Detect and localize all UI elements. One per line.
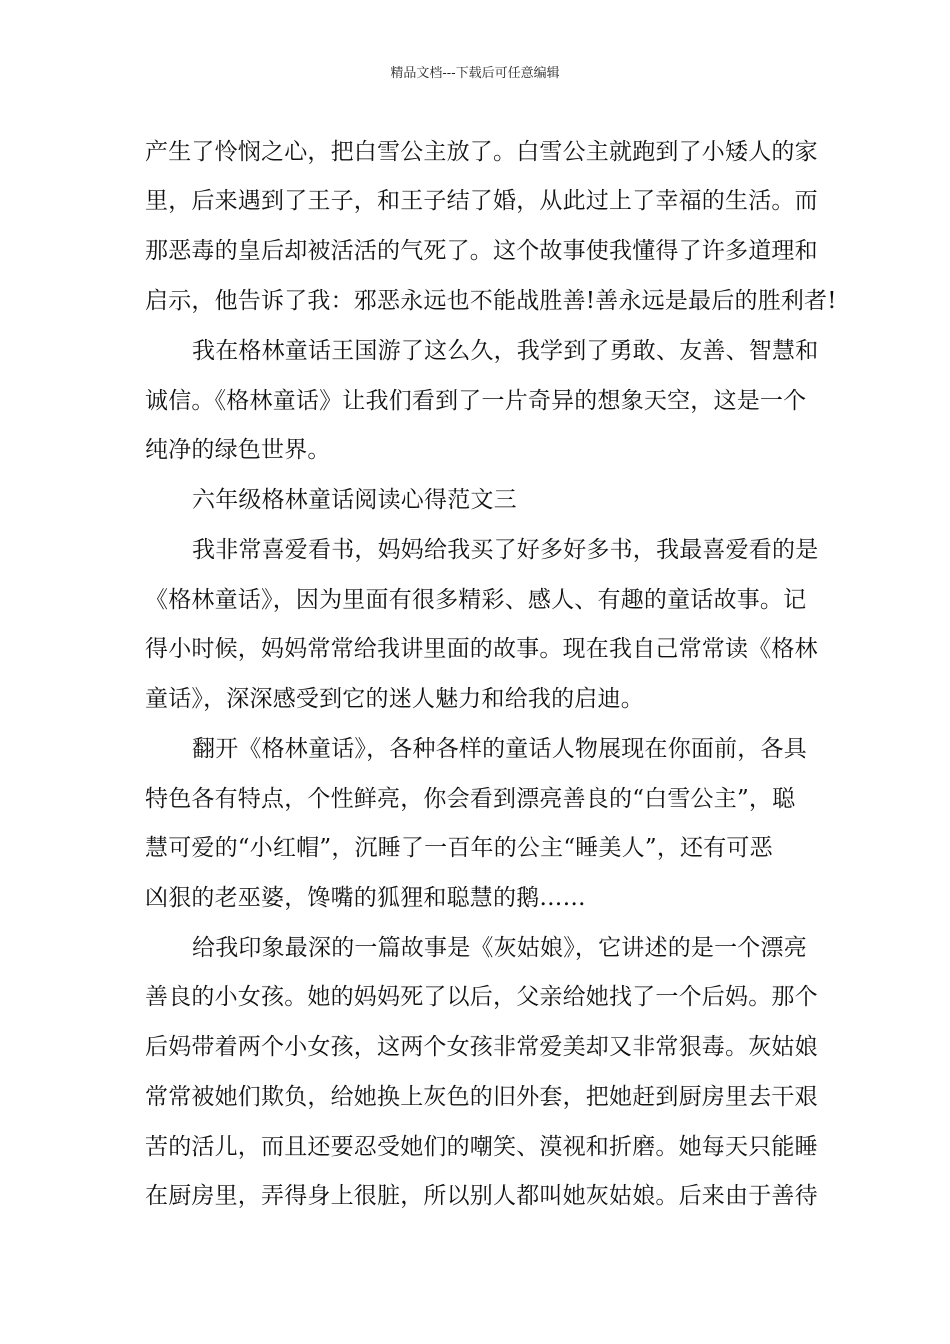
body-text-line: 善良的小女孩。她的妈妈死了以后，父亲给她找了一个后妈。那个 xyxy=(145,984,818,1010)
body-text-line: 诚信。《格林童话》让我们看到了一片奇异的想象天空，这是一个 xyxy=(145,388,807,414)
body-text-line: 我在格林童话王国游了这么久，我学到了勇敢、友善、智慧和 xyxy=(192,338,819,364)
body-text-line: 在厨房里，弄得身上很脏，所以别人都叫她灰姑娘。后来由于善待 xyxy=(145,1183,818,1209)
body-text-line: 苦的活儿，而且还要忍受她们的嘲笑、漠视和折磨。她每天只能睡 xyxy=(145,1134,818,1160)
body-text-line: 我非常喜爱看书，妈妈给我买了好多好多书，我最喜爱看的是 xyxy=(192,537,819,563)
section-heading: 六年级格林童话阅读心得范文三 xyxy=(192,487,517,513)
body-text-line: 纯净的绿色世界。 xyxy=(145,437,331,463)
body-text-line: 翻开《格林童话》，各种各样的童话人物展现在你面前，各具 xyxy=(192,736,807,762)
body-text-line: 启示，他告诉了我：邪恶永远也不能战胜善!善永远是最后的胜利者! xyxy=(145,288,837,314)
body-text-line: 常常被她们欺负，给她换上灰色的旧外套，把她赶到厨房里去干艰 xyxy=(145,1084,818,1110)
body-text-line: 里，后来遇到了王子，和王子结了婚，从此过上了幸福的生活。而 xyxy=(145,188,818,214)
body-text-line: 给我印象最深的一篇故事是《灰姑娘》，它讲述的是一个漂亮 xyxy=(192,935,807,961)
page-header: 精品文档---下载后可任意编辑 xyxy=(390,66,560,81)
body-text-line: 《格林童话》，因为里面有很多精彩、感人、有趣的童话故事。记 xyxy=(145,587,807,613)
body-text-line: 凶狠的老巫婆，馋嘴的狐狸和聪慧的鹅…… xyxy=(145,885,586,911)
body-text-line: 那恶毒的皇后却被活活的气死了。这个故事使我懂得了许多道理和 xyxy=(145,238,818,264)
body-text-line: 慧可爱的“小红帽”，沉睡了一百年的公主“睡美人”，还有可恶 xyxy=(145,835,773,861)
body-text-line: 后妈带着两个小女孩，这两个女孩非常爱美却又非常狠毒。灰姑娘 xyxy=(145,1034,818,1060)
body-text-line: 童话》，深深感受到它的迷人魅力和给我的启迪。 xyxy=(145,686,644,712)
body-text-line: 产生了怜悯之心，把白雪公主放了。白雪公主就跑到了小矮人的家 xyxy=(145,139,818,165)
body-text-line: 特色各有特点，个性鲜亮，你会看到漂亮善良的“白雪公主”，聪 xyxy=(145,786,796,812)
body-text-line: 得小时候，妈妈常常给我讲里面的故事。现在我自己常常读《格林 xyxy=(145,636,818,662)
